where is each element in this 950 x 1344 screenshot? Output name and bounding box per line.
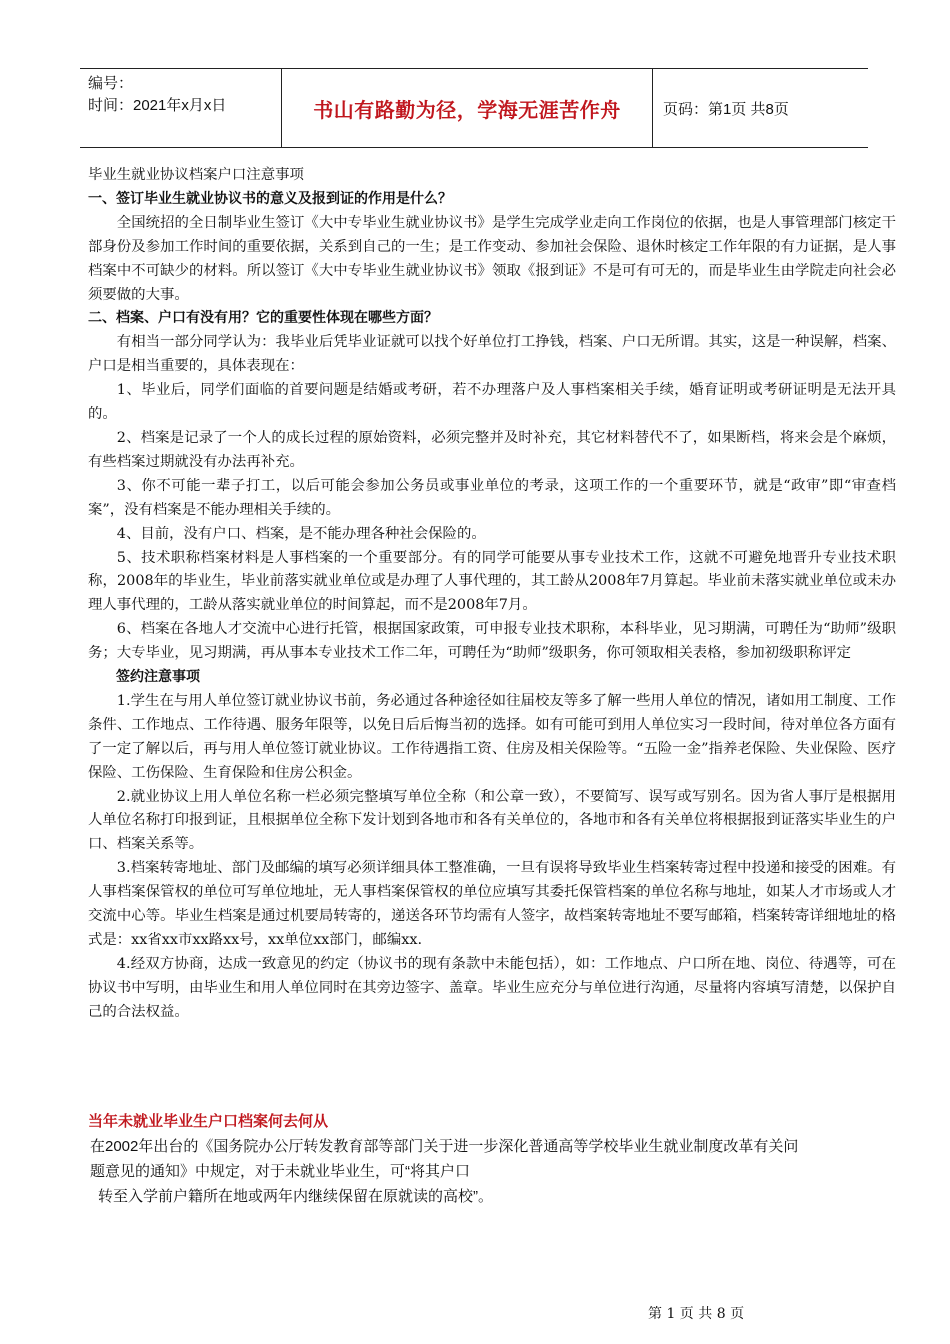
section-4-body bbox=[88, 1134, 888, 1209]
list-item: 2.就业协议上用人单位名称一栏必须完整填写单位全称（和公章一致），不要简写、误写或写别名。因为省人事厅是根据用人单位名称打印报到证，且根据单位全称下发计划到各地市和各有关单位的，各地市和各有关单位将根据报到证落实毕业生的户口、档案关系等。 bbox=[88, 788, 896, 853]
section-4-heading: 当年未就业毕业生户口档案何去何从 bbox=[88, 1112, 329, 1130]
list-item: 2、档案是记录了一个人的成长过程的原始资料，必须完整并及时补充，其它材料替代不了，如果断档，将来会是个麻烦，有些档案过期就没有办法再补充。 bbox=[88, 429, 896, 470]
list-item: 6、档案在各地人才交流中心进行托管，根据国家政策，可申报专业技术职称，本科毕业，见习期满，可聘任为“助师”级职务；大专毕业，见习期满，再从事本专业技术工作二年，可聘任为“助师”级职务，你可领取相关表格，参加初级职称评定 bbox=[88, 621, 896, 662]
section-4-line-2: 题意见的通知》中规定，对于未就业毕业生，可“将其户口 bbox=[90, 1163, 470, 1180]
document-body bbox=[88, 164, 896, 1025]
list-item: 4.经双方协商，达成一致意见的约定（协议书的现有条款中未能包括），如：工作地点、户口所在地、岗位、待遇等，可在协议书中写明，由毕业生和用人单位同时在其旁边签字、盖章。毕业生应充分与单位进行沟通，尽量将内容填写清楚，以保护自己的合法权益。 bbox=[88, 955, 896, 1020]
header-page-info: 页码：第1页 共8页 bbox=[663, 100, 789, 118]
header-motto: 书山有路勤为径，学海无涯苦作舟 bbox=[282, 69, 653, 147]
page-footer: 第 1 页 共 8 页 bbox=[648, 1306, 745, 1322]
list-item: 5、技术职称档案材料是人事档案的一个重要部分。有的同学可能要从事专业技术工作，这就不可避免地晋升专业技术职称，2008年的毕业生，毕业前落实就业单位或是办理了人事代理的，其工龄从2008年7月算起。毕业前未落实就业单位或未办理人事代理的，工龄从落实就业单位的时间算起，而不是2008年7月。 bbox=[88, 549, 896, 614]
section-1-heading: 一、签订毕业生就业协议书的意义及报到证的作用是什么？ bbox=[88, 190, 452, 207]
section-2-intro: 有相当一部分同学认为：我毕业后凭毕业证就可以找个好单位打工挣钱，档案、户口无所谓。其实，这是一种误解，档案、户口是相当重要的，具体表现在： bbox=[88, 334, 896, 375]
section-3-heading: 签约注意事项 bbox=[116, 669, 200, 686]
doc-title: 毕业生就业协议档案户口注意事项 bbox=[88, 167, 304, 183]
list-item: 3、你不可能一辈子打工，以后可能会参加公务员或事业单位的考录，这项工作的一个重要环节，就是“政审”即“审查档案”，没有档案是不能办理相关手续的。 bbox=[88, 477, 896, 518]
section-4-line-3: 转至入学前户籍所在地或两年内继续保留在原就读的高校”。 bbox=[98, 1188, 493, 1205]
header-meta bbox=[80, 69, 282, 147]
section-2-heading: 二、档案、户口有没有用？它的重要性体现在哪些方面？ bbox=[88, 310, 438, 327]
list-item: 1.学生在与用人单位签订就业协议书前，务必通过各种途径如往届校友等多了解一些用人单位的情况，诸如用工制度、工作条件、工作地点、工作待遇、服务年限等，以免日后后悔当初的选择。如有可能可到用人单位实习一段时间，待对单位各方面有了一定了解以后，再与用人单位签订就业协议。工作待遇指工资、住房及相关保险等。“五险一金”指养老保险、失业保险、医疗保险、工伤保险、生育保险和住房公积金。 bbox=[88, 692, 896, 781]
list-item: 4、目前，没有户口、档案，是不能办理各种社会保险的。 bbox=[116, 525, 486, 542]
time-label: 时间：2021年x月x日 bbox=[88, 97, 227, 114]
code-label: 编号： bbox=[88, 75, 134, 92]
list-item: 3.档案转寄地址、部门及邮编的填写必须详细具体工整准确，一旦有误将导致毕业生档案转寄过程中投递和接受的困难。有人事档案保管权的单位可写单位地址，无人事档案保管权的单位应填写其委托保管档案的单位名称与地址，如某人才市场或人才交流中心等。毕业生档案是通过机要局转寄的，递送各环节均需有人签字，故档案转寄地址不要写邮箱，档案转寄详细地址的格式是：xx省xx市xx路xx号，xx单位xx部门，邮编xx. bbox=[88, 860, 896, 948]
section-4-line-1: 在2002年出台的《国务院办公厅转发教育部等部门关于进一步深化普通高等学校毕业生就业制度改革有关问 bbox=[90, 1138, 799, 1155]
header-table bbox=[80, 68, 868, 148]
section-1-body: 全国统招的全日制毕业生签订《大中专毕业生就业协议书》是学生完成学业走向工作岗位的依据，也是人事管理部门核定干部身份及参加工作时间的重要依据，关系到自己的一生；是工作变动、参加社会保险、退休时核定工作年限的有力证据，是人事档案中不可缺少的材料。所以签订《大中专毕业生就业协议书》领取《报到证》不是可有可无的，而是毕业生由学院走向社会必须要做的大事。 bbox=[88, 214, 896, 303]
list-item: 1、毕业后，同学们面临的首要问题是结婚或考研，若不办理落户及人事档案相关手续，婚育证明或考研证明是无法开具的。 bbox=[88, 382, 896, 423]
